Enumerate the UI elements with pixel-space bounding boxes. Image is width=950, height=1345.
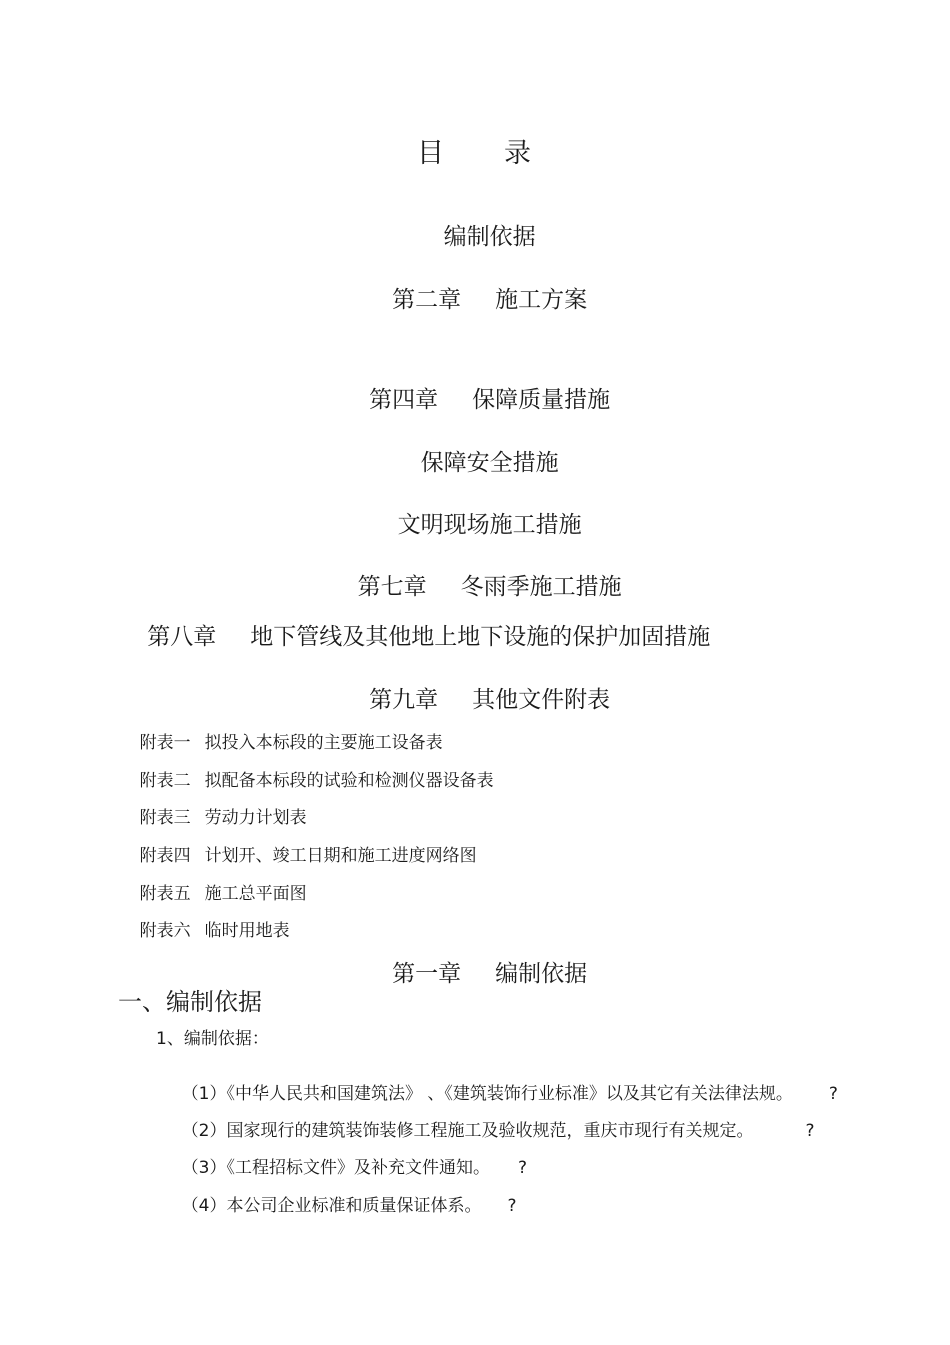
toc-item-text: 文明现场施工措施	[397, 512, 582, 538]
toc-item-4	[0, 429, 950, 498]
basis-item-mark: ?	[507, 1196, 517, 1216]
toc-item-chapter: 第八章	[147, 624, 217, 650]
toc-item-chapter: 第二章	[392, 287, 462, 313]
toc-item-3	[0, 366, 950, 435]
toc-item-7	[118, 603, 710, 672]
basis-item-text: （3）《工程招标文件》及补充文件通知。	[181, 1158, 490, 1178]
chapter-number: 第一章	[392, 961, 462, 987]
sub-heading: 1、编制依据：	[156, 1029, 269, 1049]
basis-item-mark: ?	[828, 1084, 838, 1104]
appendix-text: 临时用地表	[204, 921, 290, 941]
toc-item-text: 施工方案	[495, 287, 588, 313]
toc-title: 目 录	[417, 138, 533, 169]
toc-item-text: 编制依据	[443, 224, 536, 250]
chapter-title: 编制依据	[495, 961, 588, 987]
toc-item-1	[0, 203, 950, 272]
toc-item-text: 其他文件附表	[472, 687, 611, 713]
toc-item-text: 冬雨季施工措施	[460, 574, 622, 600]
appendix-label: 附表三	[139, 808, 191, 828]
section-heading: 一、编制依据	[118, 988, 262, 1016]
appendix-text: 拟投入本标段的主要施工设备表	[204, 733, 443, 753]
basis-item-mark: ?	[517, 1158, 527, 1178]
toc-item-chapter: 第四章	[369, 387, 439, 413]
appendix-label: 附表六	[139, 921, 191, 941]
toc-item-text: 保障安全措施	[420, 450, 559, 476]
toc-item-2	[0, 266, 950, 335]
appendix-label: 附表四	[139, 846, 191, 866]
appendix-text: 拟配备本标段的试验和检测仪器设备表	[204, 771, 494, 791]
appendix-label: 附表二	[139, 771, 191, 791]
toc-item-chapter: 第七章	[357, 574, 427, 600]
basis-item-mark: ?	[805, 1121, 815, 1141]
appendix-label: 附表一	[139, 733, 191, 753]
basis-item-text: （2）国家现行的建筑装饰装修工程施工及验收规范，重庆市现行有关规定。	[181, 1121, 754, 1141]
appendix-text: 计划开、竣工日期和施工进度网络图	[204, 846, 477, 866]
toc-item-chapter: 第九章	[369, 687, 439, 713]
toc-item-5	[0, 491, 950, 560]
basis-item-text: （1）《中华人民共和国建筑法》 、《建筑装饰行业标准》以及其它有关法律法规。	[181, 1084, 793, 1104]
toc-item-text: 保障质量措施	[472, 387, 611, 413]
toc-item-text: 地下管线及其他地上地下设施的保护加固措施	[250, 624, 711, 650]
basis-item-text: （4）本公司企业标准和质量保证体系。	[181, 1196, 482, 1216]
appendix-text: 施工总平面图	[204, 884, 307, 904]
appendix-label: 附表五	[139, 884, 191, 904]
basis-item-4	[160, 1181, 516, 1232]
appendix-text: 劳动力计划表	[204, 808, 307, 828]
